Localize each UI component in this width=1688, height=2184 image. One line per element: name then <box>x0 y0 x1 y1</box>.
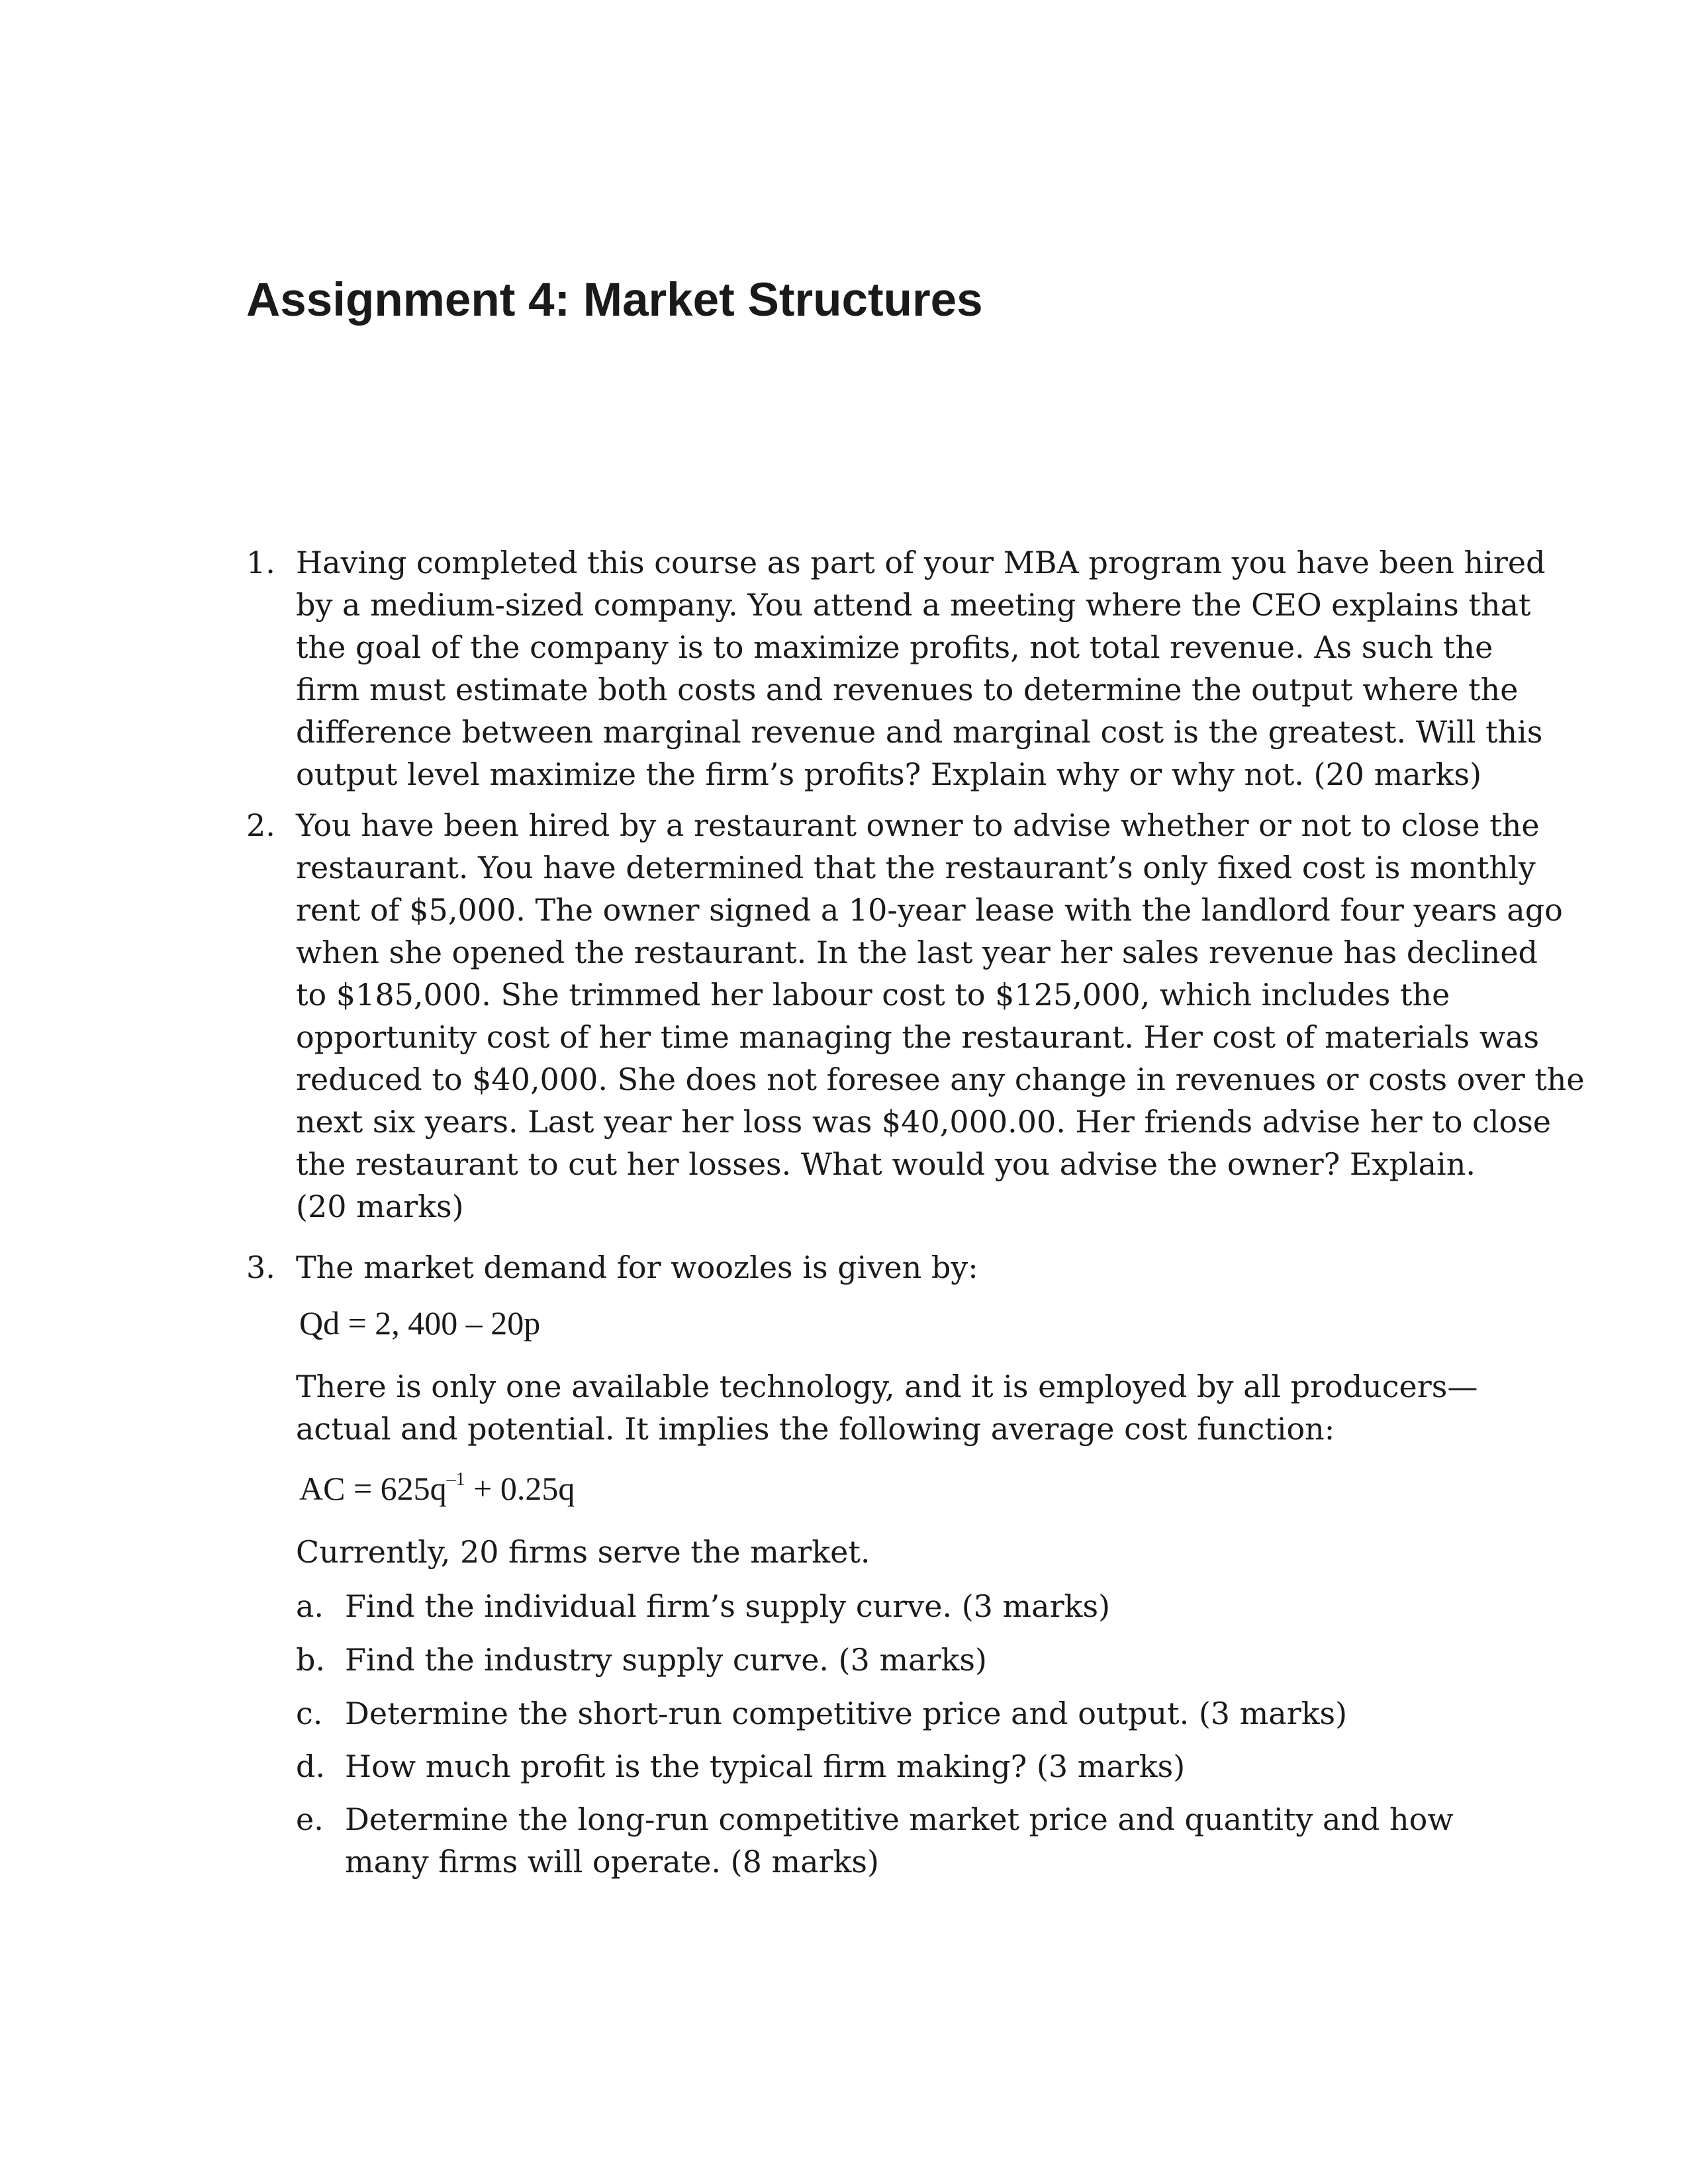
text-line: How much profit is the typical firm making? (3 marks) <box>345 1749 1186 1784</box>
demand-equation: Qd = 2, 400 – 20p <box>299 1304 541 1342</box>
text-line: (20 marks) <box>296 1189 464 1224</box>
text-line: There is only one available technology, and it is employed by all producers— <box>296 1369 1478 1404</box>
text-line: Determine the long-run competitive market price and quantity and how <box>345 1801 1454 1837</box>
subquestion-letter: a. <box>296 1588 324 1624</box>
subquestion-letter: d. <box>296 1749 326 1784</box>
cost-equation-rest: + 0.25q <box>465 1470 575 1507</box>
text-line: the restaurant to cut her losses. What would you advise the owner? Explain. <box>296 1146 1476 1182</box>
text-line: difference between marginal revenue and marginal cost is the greatest. Will this <box>296 714 1543 750</box>
text-line: firm must estimate both costs and revenues to determine the output where the <box>296 672 1519 707</box>
text-line: by a medium-sized company. You attend a meeting where the CEO explains that <box>296 587 1531 623</box>
text-line: next six years. Last year her loss was $40,000.00. Her friends advise her to close <box>296 1104 1552 1140</box>
page-title: Assignment 4: Market Structures <box>246 274 983 326</box>
current-firms-text <box>296 1531 870 1573</box>
text-line: the goal of the company is to maximize profits, not total revenue. As such the <box>296 629 1493 665</box>
subquestion-text <box>345 1798 1454 1883</box>
subquestion-letter: b. <box>296 1642 326 1678</box>
cost-equation <box>299 1467 575 1510</box>
text-line: restaurant. You have determined that the restaurant’s only fixed cost is monthly <box>296 850 1536 886</box>
question-number: 3. <box>246 1250 275 1285</box>
text-line: The market demand for woozles is given by: <box>296 1250 978 1285</box>
text-line: Having completed this course as part of your MBA program you have been hired <box>296 545 1546 580</box>
question-number: 1. <box>246 545 275 580</box>
text-line: Find the individual firm’s supply curve. (3 marks) <box>345 1588 1111 1624</box>
text-line: actual and potential. It implies the following average cost function: <box>296 1411 1335 1447</box>
text-line: to $185,000. She trimmed her labour cost to $125,000, which includes the <box>296 977 1450 1013</box>
text-line: Currently, 20 firms serve the market. <box>296 1534 870 1570</box>
question-text <box>296 804 1585 1228</box>
subquestion-text <box>345 1639 987 1681</box>
text-line: output level maximize the firm’s profits? Explain why or why not. (20 marks) <box>296 756 1482 792</box>
text-line: You have been hired by a restaurant owner to advise whether or not to close the <box>296 807 1540 843</box>
text-line: opportunity cost of her time managing the restaurant. Her cost of materials was <box>296 1019 1540 1055</box>
cost-equation-base: AC = 625q <box>299 1470 447 1507</box>
subquestion-letter: e. <box>296 1801 324 1837</box>
subquestion-text <box>345 1745 1185 1788</box>
question-text <box>296 541 1546 796</box>
question-number: 2. <box>246 807 275 843</box>
text-line: Determine the short-run competitive price and output. (3 marks) <box>345 1696 1348 1731</box>
text-line: reduced to $40,000. She does not foresee any change in revenues or costs over the <box>296 1062 1585 1097</box>
text-line: many firms will operate. (8 marks) <box>345 1844 879 1880</box>
text-line: Find the industry supply curve. (3 marks) <box>345 1642 987 1678</box>
subquestion-letter: c. <box>296 1696 323 1731</box>
cost-equation-exponent: –1 <box>446 1469 465 1490</box>
text-line: when she opened the restaurant. In the last year her sales revenue has declined <box>296 934 1538 970</box>
subquestion-text <box>345 1692 1347 1735</box>
technology-paragraph <box>296 1365 1477 1450</box>
subquestion-text <box>345 1585 1110 1627</box>
question-intro <box>296 1246 1454 1289</box>
text-line: rent of $5,000. The owner signed a 10-year lease with the landlord four years ago <box>296 892 1563 928</box>
